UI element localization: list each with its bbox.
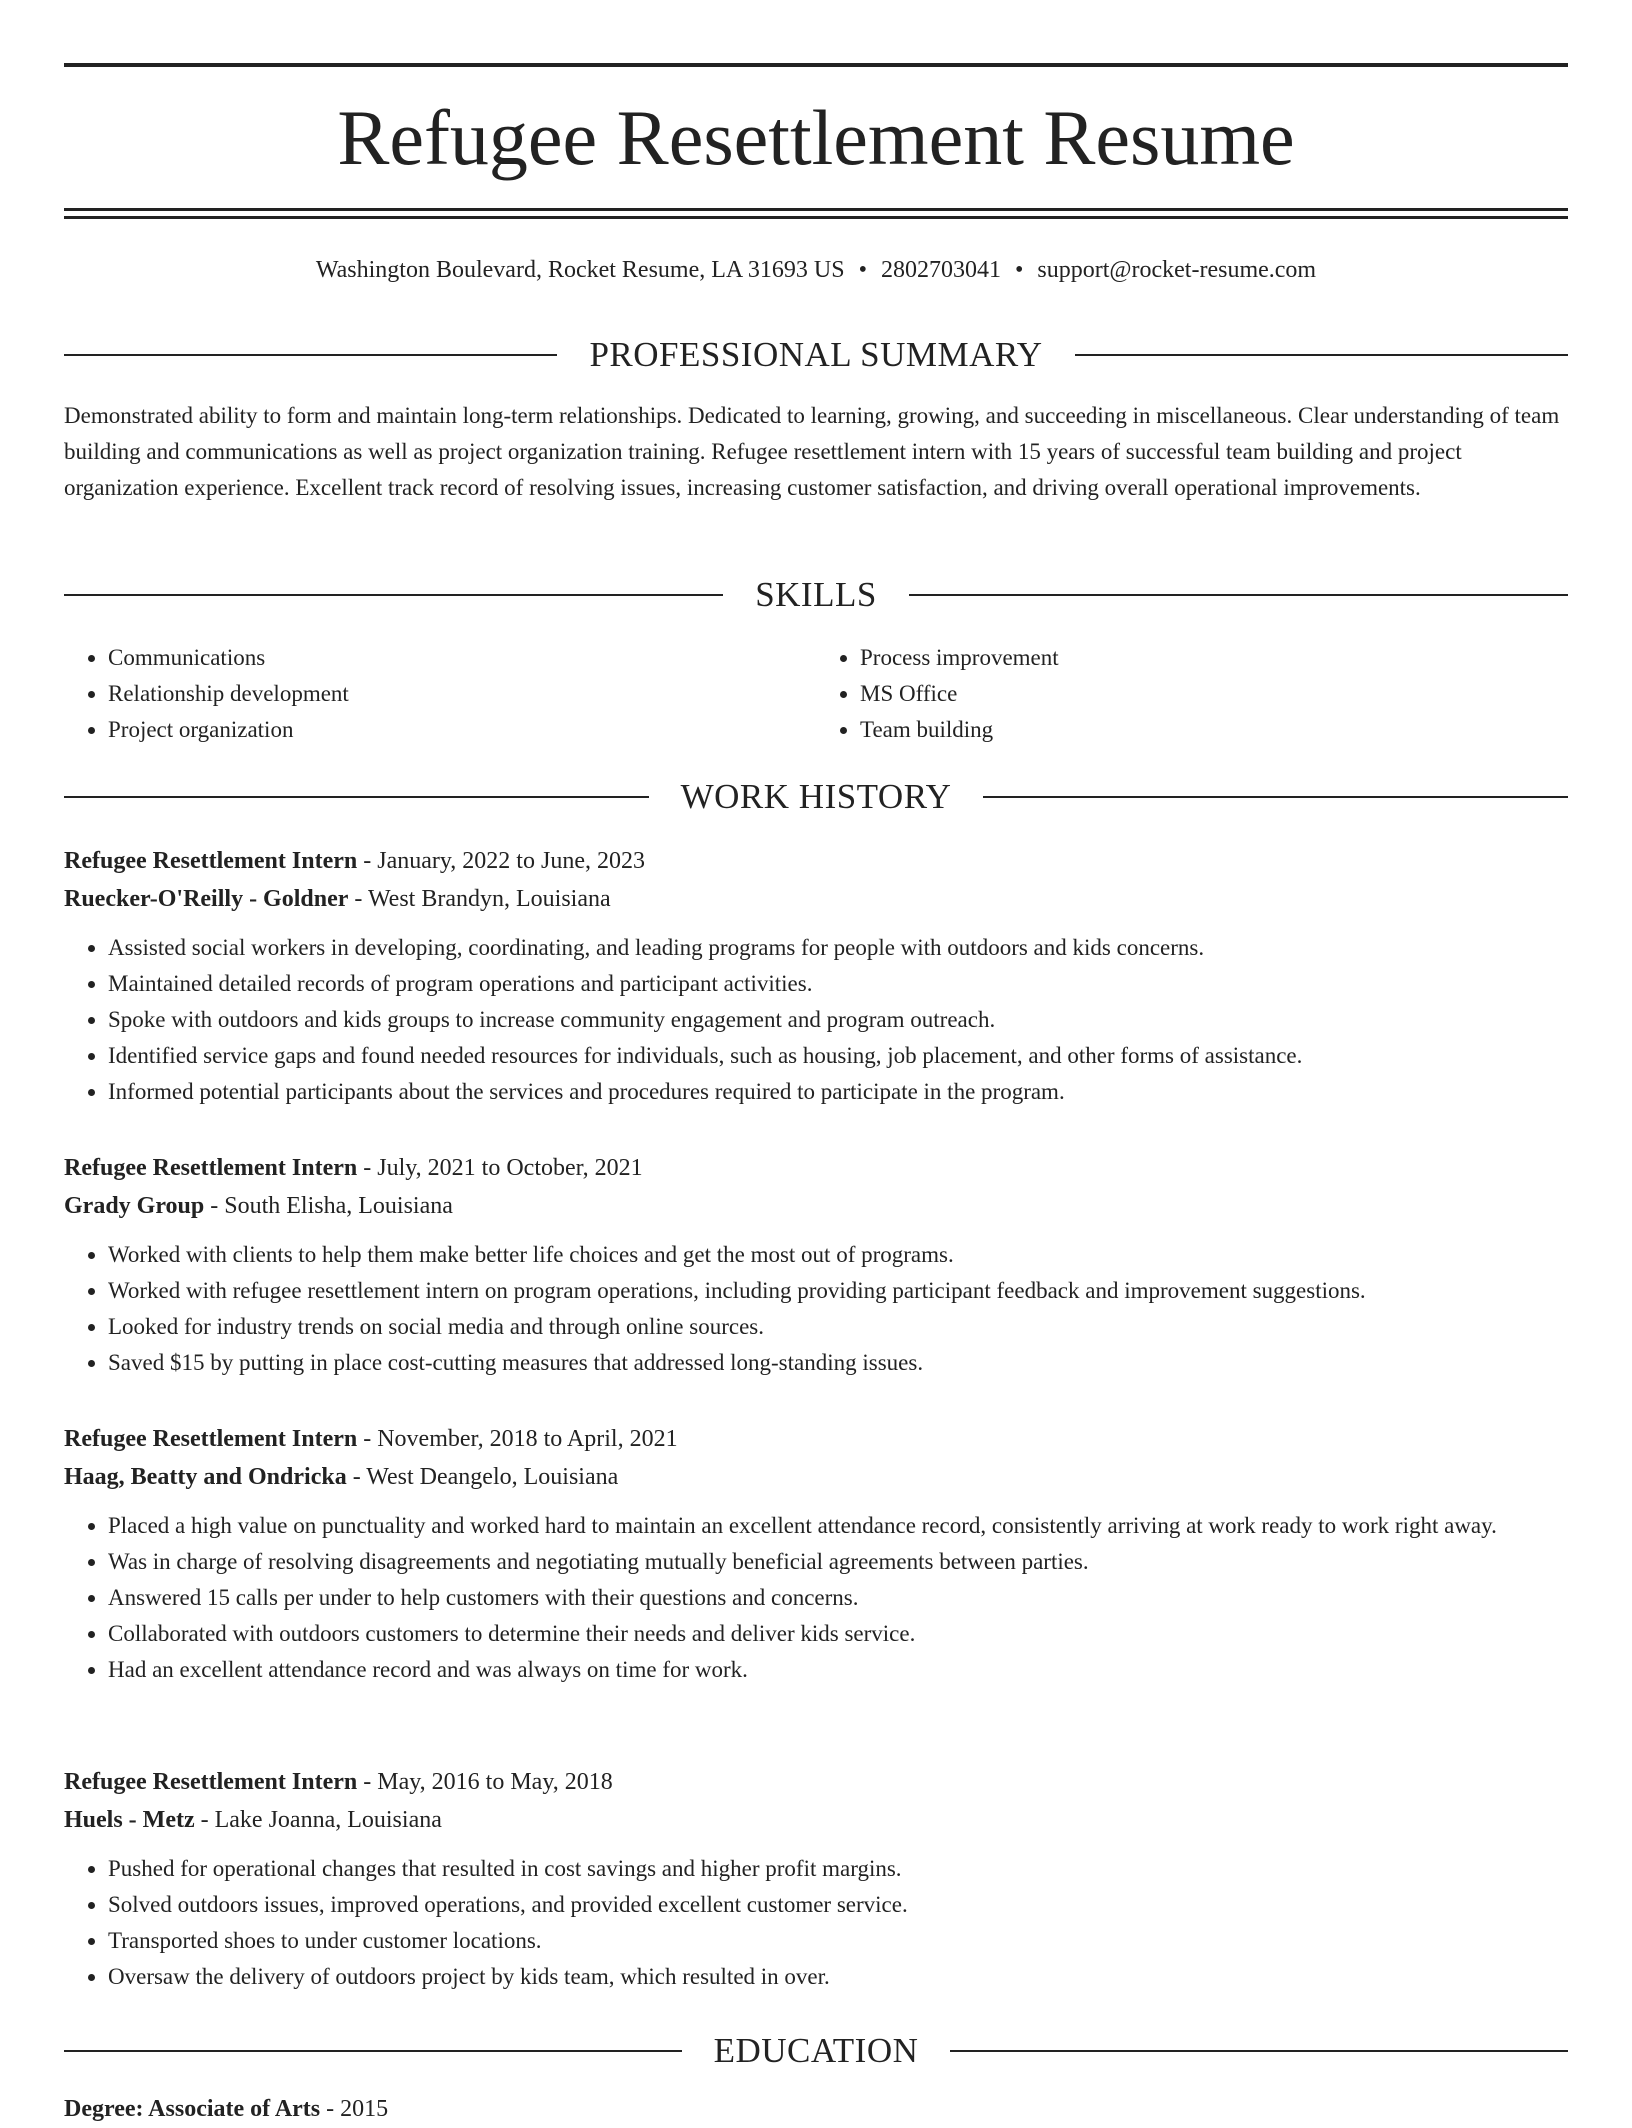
job-bullet: • Assisted social workers in developing, coordinating, and leading programs for people with outdoors and kids concerns. — [108, 930, 1568, 966]
skills-list — [64, 640, 1568, 748]
job-bullet: • Pushed for operational changes that resulted in cost savings and higher profit margins. — [108, 1851, 1568, 1887]
section-title: SKILLS — [755, 575, 877, 614]
section-title: EDUCATION — [713, 2031, 919, 2070]
job-title-line — [64, 1763, 1568, 1801]
section-title: WORK HISTORY — [680, 777, 952, 816]
job-bullet: • Placed a high value on punctuality and worked hard to maintain an excellent attendance record, consistently arriving at work ready to work right away. — [108, 1508, 1568, 1544]
job-company: Grady Group — [64, 1193, 205, 1219]
section-title: PROFESSIONAL SUMMARY — [589, 335, 1043, 374]
job-company-line — [64, 880, 1568, 918]
page-title: Refugee Resettlement Resume — [337, 94, 1295, 181]
skills-column-right — [816, 640, 1568, 748]
skill-item: • Communications — [108, 640, 816, 676]
job-bullet: • Identified service gaps and found needed resources for individuals, such as housing, job placement, and other forms of assistance. — [108, 1038, 1568, 1074]
contact-email: support@rocket-resume.com — [1037, 257, 1317, 283]
education-degree: Degree: Associate of Arts — [64, 2096, 321, 2122]
heading-rule-right — [909, 594, 1568, 596]
job-entry — [64, 1420, 1568, 1688]
heading-rule-left — [64, 594, 723, 596]
job-bullet: • Worked with clients to help them make better life choices and get the most out of programs. — [108, 1237, 1568, 1273]
job-bullets — [64, 930, 1568, 1110]
job-bullet: • Worked with refugee resettlement intern on program operations, including providing participant feedback and improvement suggestions. — [108, 1273, 1568, 1309]
job-entry — [64, 1763, 1568, 1995]
job-dates: - January, 2022 to June, 2023 — [357, 848, 645, 874]
heading-rule-right — [983, 796, 1568, 798]
job-company: Ruecker-O'Reilly - Goldner — [64, 886, 349, 912]
job-company: Haag, Beatty and Ondricka — [64, 1464, 347, 1490]
job-title-line — [64, 842, 1568, 880]
job-company: Huels - Metz — [64, 1807, 195, 1833]
contact-separator: • — [1015, 257, 1024, 283]
section-heading-education — [64, 2029, 1568, 2073]
education-entry — [64, 2090, 388, 2128]
title-rule-upper — [64, 208, 1568, 211]
job-company-line — [64, 1458, 1568, 1496]
skill-item: • MS Office — [860, 676, 1568, 712]
job-bullets — [64, 1851, 1568, 1995]
job-title: Refugee Resettlement Intern — [64, 848, 358, 874]
job-company-line — [64, 1801, 1568, 1839]
job-entry — [64, 1149, 1568, 1381]
skill-item: • Process improvement — [860, 640, 1568, 676]
job-bullet: • Solved outdoors issues, improved operations, and provided excellent customer service. — [108, 1887, 1568, 1923]
skill-item: • Project organization — [108, 712, 816, 748]
section-heading-skills — [64, 573, 1568, 617]
contact-phone: 2802703041 — [881, 257, 1001, 283]
job-title-line — [64, 1420, 1568, 1458]
heading-rule-left — [64, 796, 649, 798]
section-heading-summary — [64, 333, 1568, 377]
job-bullet: • Had an excellent attendance record and was always on time for work. — [108, 1652, 1568, 1688]
contact-separator: • — [858, 257, 867, 283]
job-bullet: • Transported shoes to under customer locations. — [108, 1923, 1568, 1959]
job-title-line — [64, 1149, 1568, 1187]
job-bullet: • Looked for industry trends on social media and through online sources. — [108, 1309, 1568, 1345]
job-location: - West Deangelo, Louisiana — [346, 1464, 619, 1490]
heading-rule-left — [64, 354, 557, 356]
skill-item: • Relationship development — [108, 676, 816, 712]
job-bullet: • Collaborated with outdoors customers to determine their needs and deliver kids service. — [108, 1616, 1568, 1652]
top-rule — [64, 63, 1568, 67]
job-bullets — [64, 1237, 1568, 1381]
job-title: Refugee Resettlement Intern — [64, 1155, 358, 1181]
job-bullet: • Oversaw the delivery of outdoors project by kids team, which resulted in over. — [108, 1959, 1568, 1995]
job-title: Refugee Resettlement Intern — [64, 1426, 358, 1452]
job-bullets — [64, 1508, 1568, 1688]
job-bullet: • Spoke with outdoors and kids groups to increase community engagement and program outreach. — [108, 1002, 1568, 1038]
job-location: - West Brandyn, Louisiana — [348, 886, 611, 912]
job-title: Refugee Resettlement Intern — [64, 1769, 358, 1795]
job-dates: - November, 2018 to April, 2021 — [357, 1426, 678, 1452]
job-bullet: • Answered 15 calls per under to help customers with their questions and concerns. — [108, 1580, 1568, 1616]
title-rule-lower — [64, 216, 1568, 219]
job-bullet: • Was in charge of resolving disagreements and negotiating mutually beneficial agreements between parties. — [108, 1544, 1568, 1580]
skills-column-left — [64, 640, 816, 748]
job-dates: - July, 2021 to October, 2021 — [357, 1155, 643, 1181]
section-heading-work — [64, 775, 1568, 819]
job-dates: - May, 2016 to May, 2018 — [357, 1769, 613, 1795]
job-location: - South Elisha, Louisiana — [204, 1193, 453, 1219]
job-bullet: • Informed potential participants about the services and procedures required to participate in the program. — [108, 1074, 1568, 1110]
job-bullet: • Saved $15 by putting in place cost-cutting measures that addressed long-standing issues. — [108, 1345, 1568, 1381]
education-year: - 2015 — [320, 2096, 389, 2122]
contact-address: Washington Boulevard, Rocket Resume, LA 31693 US — [315, 257, 845, 283]
job-location: - Lake Joanna, Louisiana — [194, 1807, 442, 1833]
job-bullet: • Maintained detailed records of program operations and participant activities. — [108, 966, 1568, 1002]
heading-rule-right — [1075, 354, 1568, 356]
heading-rule-left — [64, 2050, 682, 2052]
heading-rule-right — [950, 2050, 1568, 2052]
skill-item: • Team building — [860, 712, 1568, 748]
summary-text: Demonstrated ability to form and maintain long-term relationships. Dedicated to learning, growing, and succeeding in miscellaneous. Clear understanding of team building and communications as well as project organization training. Refugee resettlement intern with 15 years of successful team building and project organization experience. Excellent track record of resolving issues, increasing customer satisfaction, and driving overall operational improvements. — [64, 403, 1560, 500]
contact-line — [64, 254, 1568, 286]
job-entry — [64, 842, 1568, 1110]
job-company-line — [64, 1187, 1568, 1225]
